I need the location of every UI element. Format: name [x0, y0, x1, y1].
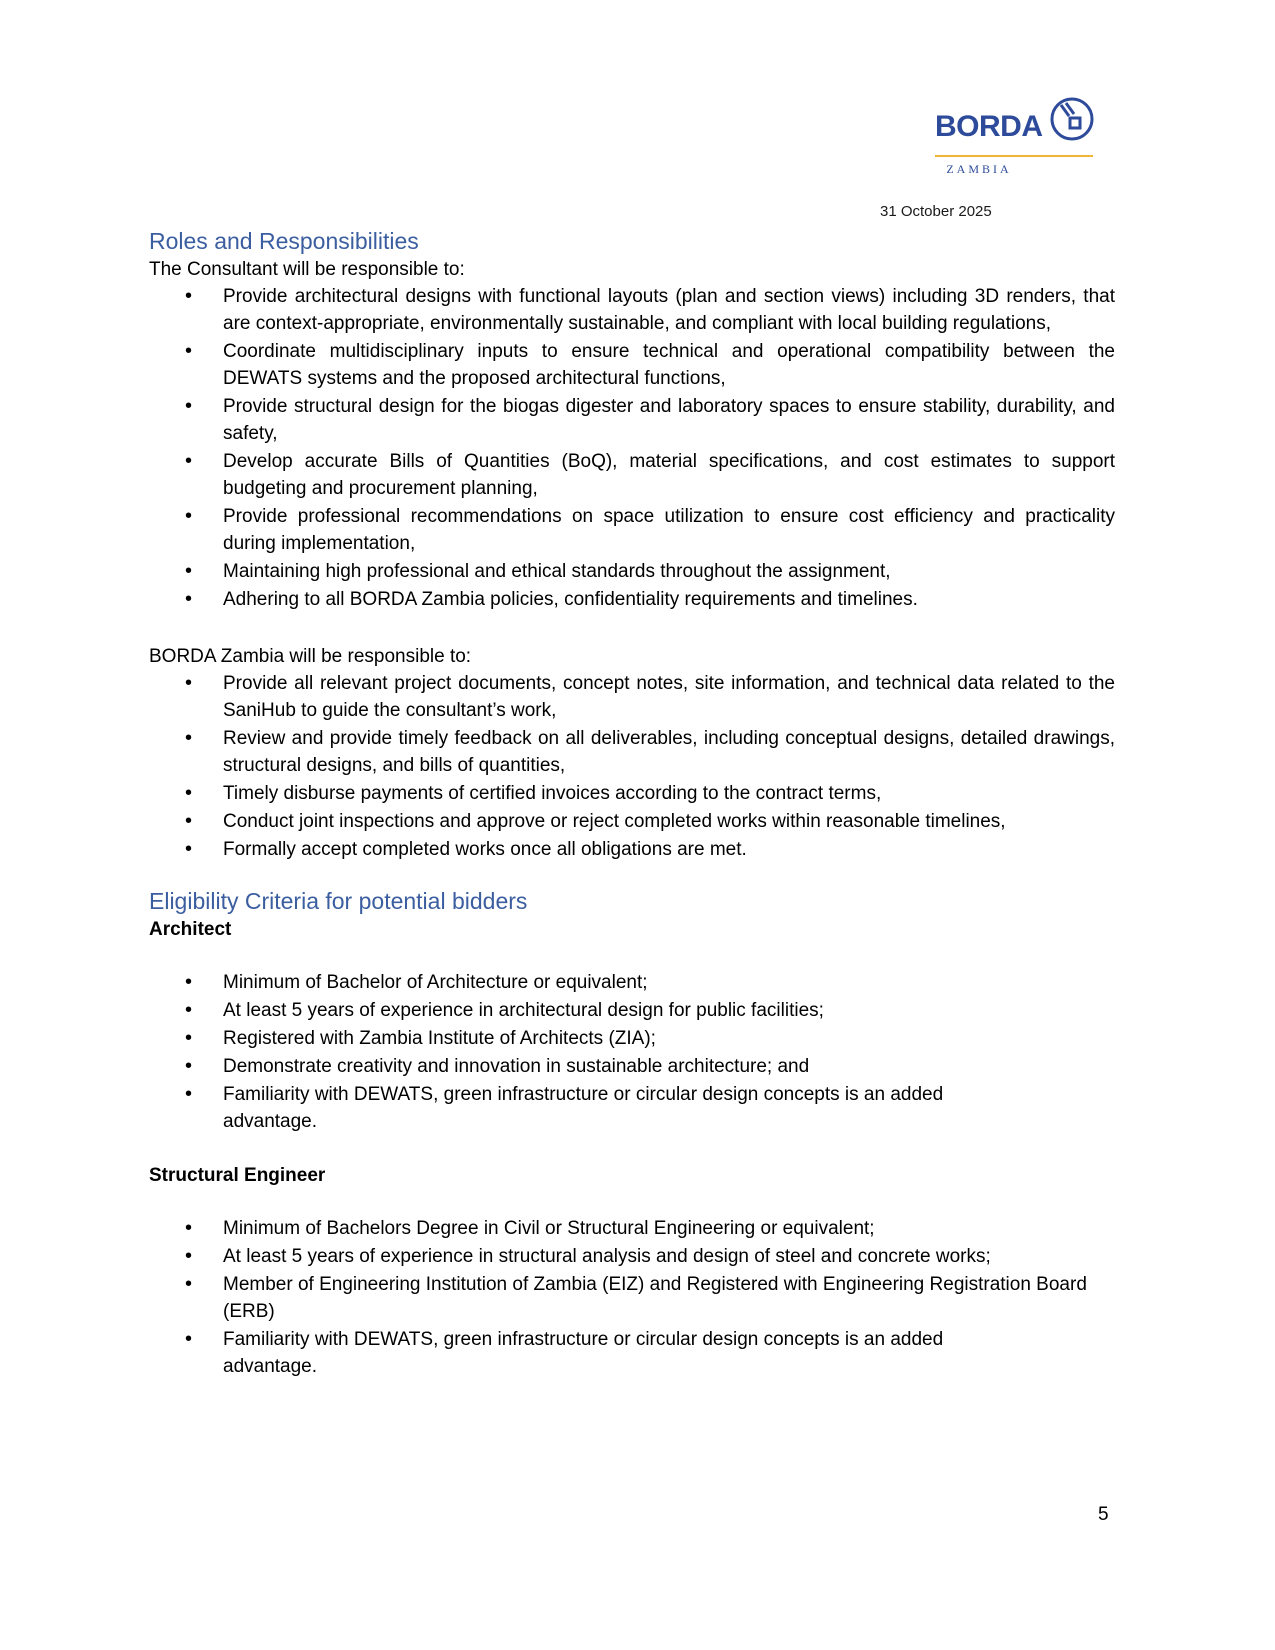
document-date: 31 October 2025: [880, 203, 992, 220]
architect-list: [149, 969, 1115, 1135]
page-number: 5: [1098, 1504, 1109, 1525]
list-item: • Conduct joint inspections and approve or reject completed works within reasonable timelines,: [149, 808, 1115, 835]
eligibility-heading: Eligibility Criteria for potential bidders: [149, 888, 528, 914]
list-item: • Coordinate multidisciplinary inputs to ensure technical and operational compatibility between the DEWATS systems and the proposed architectural functions,: [149, 338, 1115, 392]
spacer: [149, 1189, 1115, 1215]
consultant-list: [149, 283, 1115, 613]
list-item: • Provide architectural designs with functional layouts (plan and section views) including 3D renders, that are context-appropriate, environmentally sustainable, and compliant with local building regulations,: [149, 283, 1115, 337]
list-item: • Develop accurate Bills of Quantities (BoQ), material specifications, and cost estimates to support budgeting and procurement planning,: [149, 448, 1115, 502]
list-item: • Familiarity with DEWATS, green infrastructure or circular design concepts is an added advantage.: [149, 1081, 1115, 1135]
list-item: • Demonstrate creativity and innovation in sustainable architecture; and: [149, 1053, 1115, 1080]
logo-subtitle: ZAMBIA: [946, 162, 1012, 176]
list-item: • Provide structural design for the biogas digester and laboratory spaces to ensure stability, durability, and safety,: [149, 393, 1115, 447]
spacer: [149, 864, 1115, 886]
list-item: • Timely disburse payments of certified invoices according to the contract terms,: [149, 780, 1115, 807]
list-item: • Provide professional recommendations on space utilization to ensure cost efficiency and practicality during implementation,: [149, 503, 1115, 557]
logo-wordmark: BORDA: [935, 110, 1043, 143]
list-item: • At least 5 years of experience in architectural design for public facilities;: [149, 997, 1115, 1024]
borda-list: [149, 670, 1115, 863]
spacer: [149, 1136, 1115, 1162]
list-item: • Member of Engineering Institution of Zambia (EIZ) and Registered with Engineering Registration Board (ERB): [149, 1271, 1115, 1325]
list-item: • Registered with Zambia Institute of Architects (ZIA);: [149, 1025, 1115, 1052]
page-content: [149, 226, 1115, 1381]
list-item: • Provide all relevant project documents, concept notes, site information, and technical data related to the SaniHub to guide the consultant’s work,: [149, 670, 1115, 724]
list-item: • Minimum of Bachelor of Architecture or equivalent;: [149, 969, 1115, 996]
list-item: • Minimum of Bachelors Degree in Civil or Structural Engineering or equivalent;: [149, 1215, 1115, 1242]
architect-title: Architect: [149, 919, 232, 940]
spacer: [149, 614, 1115, 640]
list-item: • Adhering to all BORDA Zambia policies, confidentiality requirements and timelines.: [149, 586, 1115, 613]
engineer-list: [149, 1215, 1115, 1380]
roles-heading: Roles and Responsibilities: [149, 228, 419, 254]
engineer-title: Structural Engineer: [149, 1165, 326, 1186]
logo-divider: [935, 155, 1093, 157]
list-item: • Review and provide timely feedback on all deliverables, including conceptual designs, detailed drawings, structural designs, and bills of quantities,: [149, 725, 1115, 779]
spacer: [149, 943, 1115, 969]
borda-intro: BORDA Zambia will be responsible to:: [149, 646, 472, 667]
consultant-intro: The Consultant will be responsible to:: [149, 259, 465, 280]
borda-logo: [935, 96, 1095, 186]
list-item: • Familiarity with DEWATS, green infrastructure or circular design concepts is an added advantage.: [149, 1326, 1115, 1380]
borda-emblem-icon: [1049, 96, 1095, 142]
list-item: • Formally accept completed works once all obligations are met.: [149, 836, 1115, 863]
list-item: • Maintaining high professional and ethical standards throughout the assignment,: [149, 558, 1115, 585]
list-item: • At least 5 years of experience in structural analysis and design of steel and concrete works;: [149, 1243, 1115, 1270]
